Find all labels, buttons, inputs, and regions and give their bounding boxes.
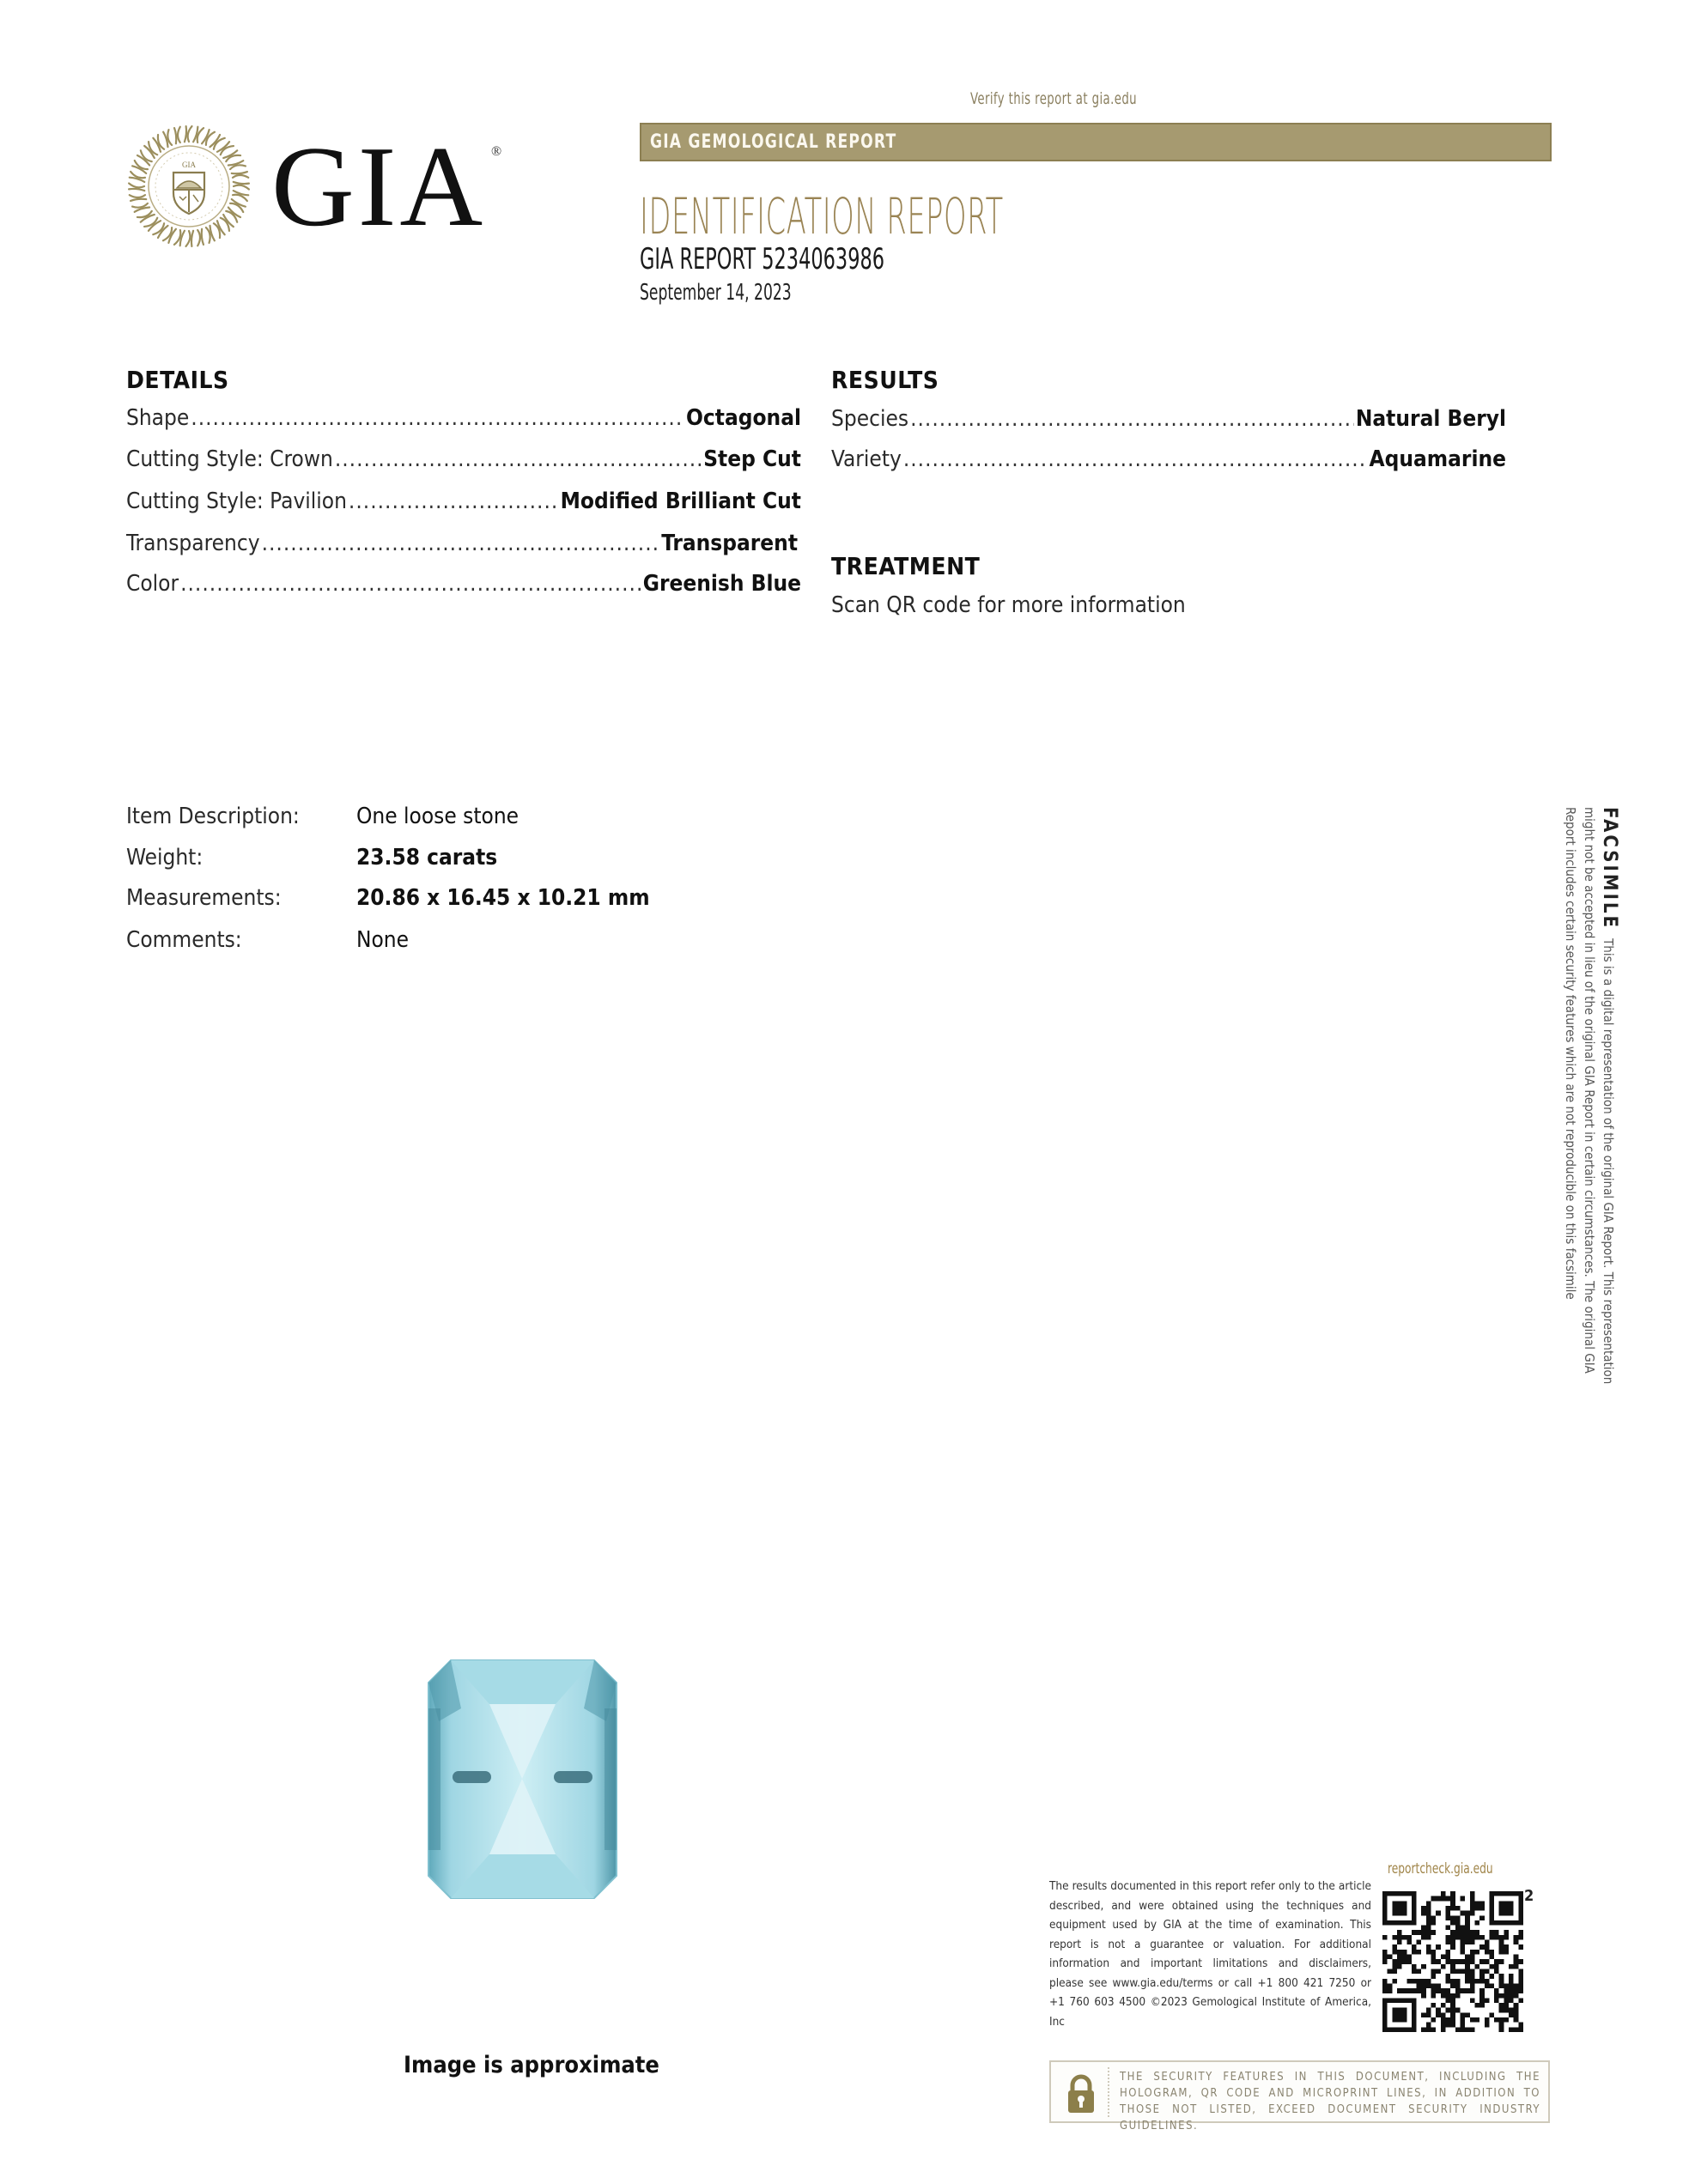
- measurements-value: 20.86 x 16.45 x 10.21 mm: [356, 885, 650, 911]
- reportcheck-link[interactable]: reportcheck.gia.edu: [1388, 1860, 1493, 1878]
- gia-seal-logo: [127, 124, 251, 248]
- row-label: Shape: [126, 405, 190, 431]
- details-row-pavilion: [126, 488, 801, 514]
- lock-icon: [1066, 2074, 1096, 2114]
- details-row-transparency: [126, 531, 798, 556]
- aquamarine-gem-icon: [427, 1657, 618, 1902]
- row-value: Transparent: [661, 531, 798, 556]
- details-row-crown: [126, 446, 801, 472]
- leader-dots: [262, 531, 660, 556]
- disclaimer-text: The results documented in this report refer only to the article described, and were obtained using the techniques and equipment used by GIA at the time of examination. This report is not a guarantee or valuation. For additional information and important limitations and disclaimers, please see www.gia.edu/terms or call +1 800 421 7250 or +1 760 603 4500 ©2023 Gemological Institute of America, Inc: [1049, 1879, 1371, 2029]
- item-description-label: Item Description:: [126, 804, 300, 829]
- report-date: September 14, 2023: [640, 280, 792, 306]
- report-type-title: IDENTIFICATION REPORT: [640, 187, 1004, 246]
- results-heading: RESULTS: [831, 366, 939, 394]
- row-label: Variety: [831, 446, 902, 472]
- row-value: Modified Brilliant Cut: [560, 488, 801, 514]
- treatment-text: Scan QR code for more information: [831, 592, 1186, 618]
- leader-dots: [335, 446, 702, 472]
- item-description-value: One loose stone: [356, 804, 519, 829]
- facsimile-title: FACSIMILE: [1599, 807, 1620, 931]
- row-value: Octagonal: [686, 405, 801, 431]
- report-banner: [640, 123, 1552, 161]
- row-label: Transparency: [126, 531, 260, 556]
- row-value: Greenish Blue: [642, 571, 801, 597]
- details-row-shape: [126, 405, 801, 431]
- leader-dots: [910, 406, 1354, 432]
- qr-code[interactable]: [1382, 1891, 1523, 2032]
- report-number: GIA REPORT 5234063986: [640, 242, 885, 276]
- gem-image-caption: Image is approximate: [404, 2052, 659, 2078]
- facsimile-text: This is a digital representation of the original GIA Report. This representation might not be accepted in lieu of the original GIA Report in certain circumstances. The original GIA Report includes certain security features which are not reproducible on this facsimile: [1563, 807, 1616, 1385]
- row-label: Color: [126, 571, 179, 597]
- verify-link[interactable]: Verify this report at gia.edu: [970, 89, 1138, 108]
- weight-value: 23.58 carats: [356, 845, 498, 871]
- gemstone-image: [427, 1657, 618, 1902]
- comments-value: None: [356, 927, 410, 953]
- weight-label: Weight:: [126, 845, 204, 871]
- facsimile-notice: [1550, 807, 1619, 1391]
- seal-icon: [127, 124, 251, 248]
- row-label: Cutting Style: Pavilion: [126, 488, 347, 514]
- registered-mark: ®: [491, 144, 502, 159]
- row-value: Aquamarine: [1369, 446, 1506, 472]
- svg-text:GIA: GIA: [182, 161, 196, 169]
- divider: [1108, 2067, 1109, 2117]
- row-label: Species: [831, 406, 909, 432]
- qr-code-icon: [1382, 1891, 1523, 2032]
- row-value: Natural Beryl: [1355, 406, 1506, 432]
- gia-wordmark: GIA: [271, 123, 487, 250]
- security-text: THE SECURITY FEATURES IN THIS DOCUMENT, INCLUDING THE HOLOGRAM, QR CODE AND MICROPRINT LINES, IN ADDITION TO THOSE NOT LISTED, EXCEED DOCUMENT SECURITY INDUSTRY GUIDELINES.: [1120, 2071, 1540, 2132]
- details-row-color: [126, 571, 801, 597]
- row-label: Cutting Style: Crown: [126, 446, 333, 472]
- treatment-heading: TREATMENT: [831, 552, 981, 580]
- leader-dots: [191, 405, 684, 431]
- row-value: Step Cut: [703, 446, 801, 472]
- results-row-species: [831, 406, 1506, 432]
- leader-dots: [903, 446, 1368, 472]
- page-index: 2: [1524, 1887, 1534, 1905]
- security-features-box: [1049, 2060, 1550, 2132]
- leader-dots: [180, 571, 641, 597]
- report-banner-label: GIA GEMOLOGICAL REPORT: [650, 131, 897, 153]
- measurements-label: Measurements:: [126, 885, 282, 911]
- results-row-variety: [831, 446, 1506, 472]
- leader-dots: [349, 488, 559, 514]
- comments-label: Comments:: [126, 927, 242, 953]
- details-heading: DETAILS: [126, 366, 229, 394]
